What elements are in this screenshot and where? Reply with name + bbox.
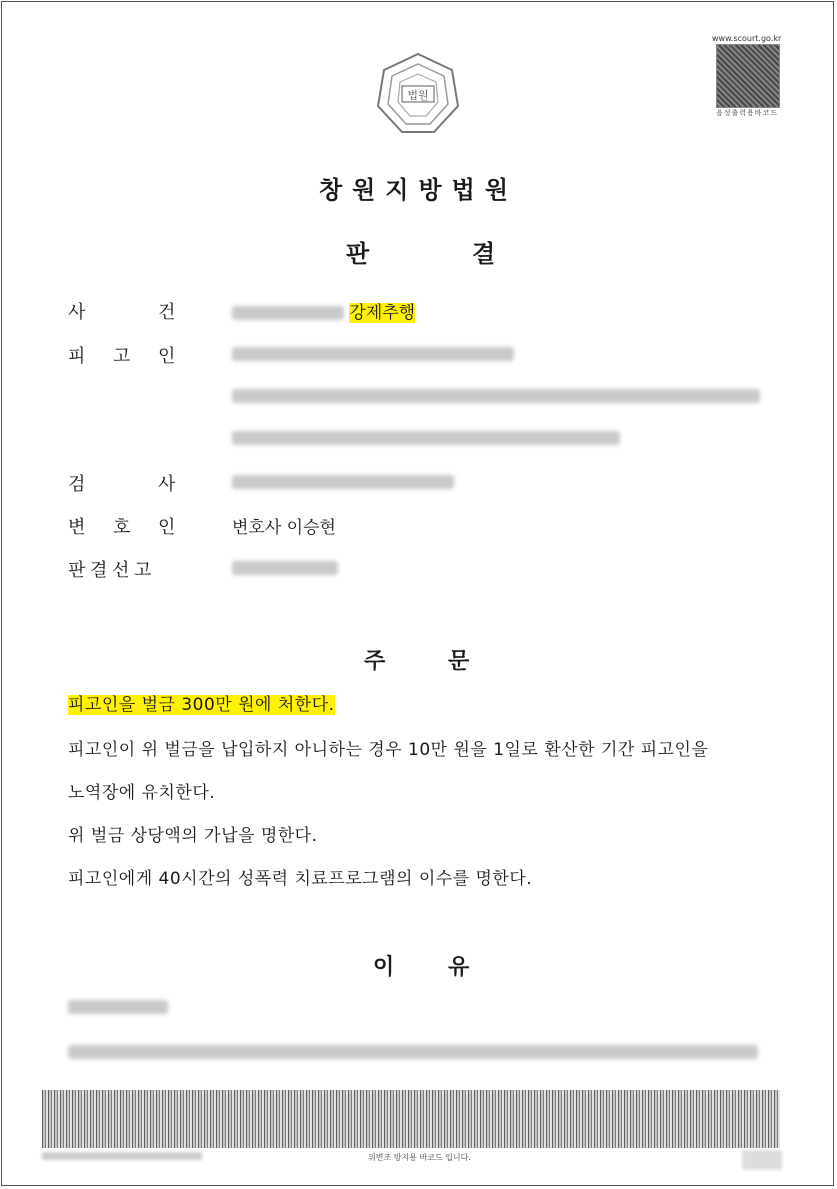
redacted-case-number — [232, 306, 344, 320]
doc-type-left: 판 — [346, 240, 370, 268]
field-value-case — [232, 298, 415, 323]
court-name: 창원지방법원 — [318, 176, 519, 204]
qr-url: www.scourt.go.kr — [712, 34, 782, 43]
order-line-5: 피고인에게 40시간의 성폭력 치료프로그램의 이수를 명한다. — [68, 869, 533, 889]
doc-type-right: 결 — [472, 240, 496, 268]
redacted-defendant-address — [232, 386, 760, 406]
redacted-defendant-id — [232, 344, 514, 364]
redacted-footer-id — [42, 1152, 202, 1160]
redacted-verdict-date — [232, 558, 338, 578]
field-label-prosecutor: 검 사 — [68, 474, 176, 495]
barcode-caption: 위변조 방지용 바코드 입니다. — [368, 1153, 471, 1162]
field-label-case: 사 건 — [68, 302, 176, 323]
order-line-4: 위 벌금 상당액의 가납을 명한다. — [68, 826, 318, 846]
court-seal-icon — [372, 48, 464, 140]
field-label-verdict-date: 판 결 선 고 — [68, 560, 152, 581]
redacted-prosecutor — [232, 472, 454, 492]
reason-title-left: 이 — [373, 955, 395, 980]
anti-forgery-barcode-icon — [42, 1090, 780, 1148]
redacted-reason-heading — [68, 997, 168, 1017]
redacted-defendant-registered — [232, 428, 620, 448]
field-label-defendant: 피 고 인 — [68, 346, 176, 367]
order-line-1: 피고인을 벌금 300만 원에 처한다. — [68, 695, 335, 715]
redacted-page-mark — [742, 1150, 782, 1170]
qr-caption: 음성출력용바코드 — [716, 109, 779, 117]
order-title-left: 주 — [364, 649, 386, 674]
redacted-reason-text — [68, 1042, 758, 1062]
order-title-right: 문 — [448, 649, 470, 674]
qr-code-icon — [716, 44, 780, 108]
order-line-2: 피고인이 위 벌금을 납입하지 아니하는 경우 10만 원을 1일로 환산한 기간 피고인을 — [68, 740, 709, 760]
case-name: 강제추행 — [349, 303, 416, 323]
reason-title-right: 유 — [448, 955, 470, 980]
field-value-lawyer: 변호사 이승현 — [232, 518, 336, 538]
order-line-3: 노역장에 유치한다. — [68, 783, 216, 803]
svg-text:법원: 법원 — [407, 89, 429, 102]
field-label-lawyer: 변 호 인 — [68, 517, 176, 538]
